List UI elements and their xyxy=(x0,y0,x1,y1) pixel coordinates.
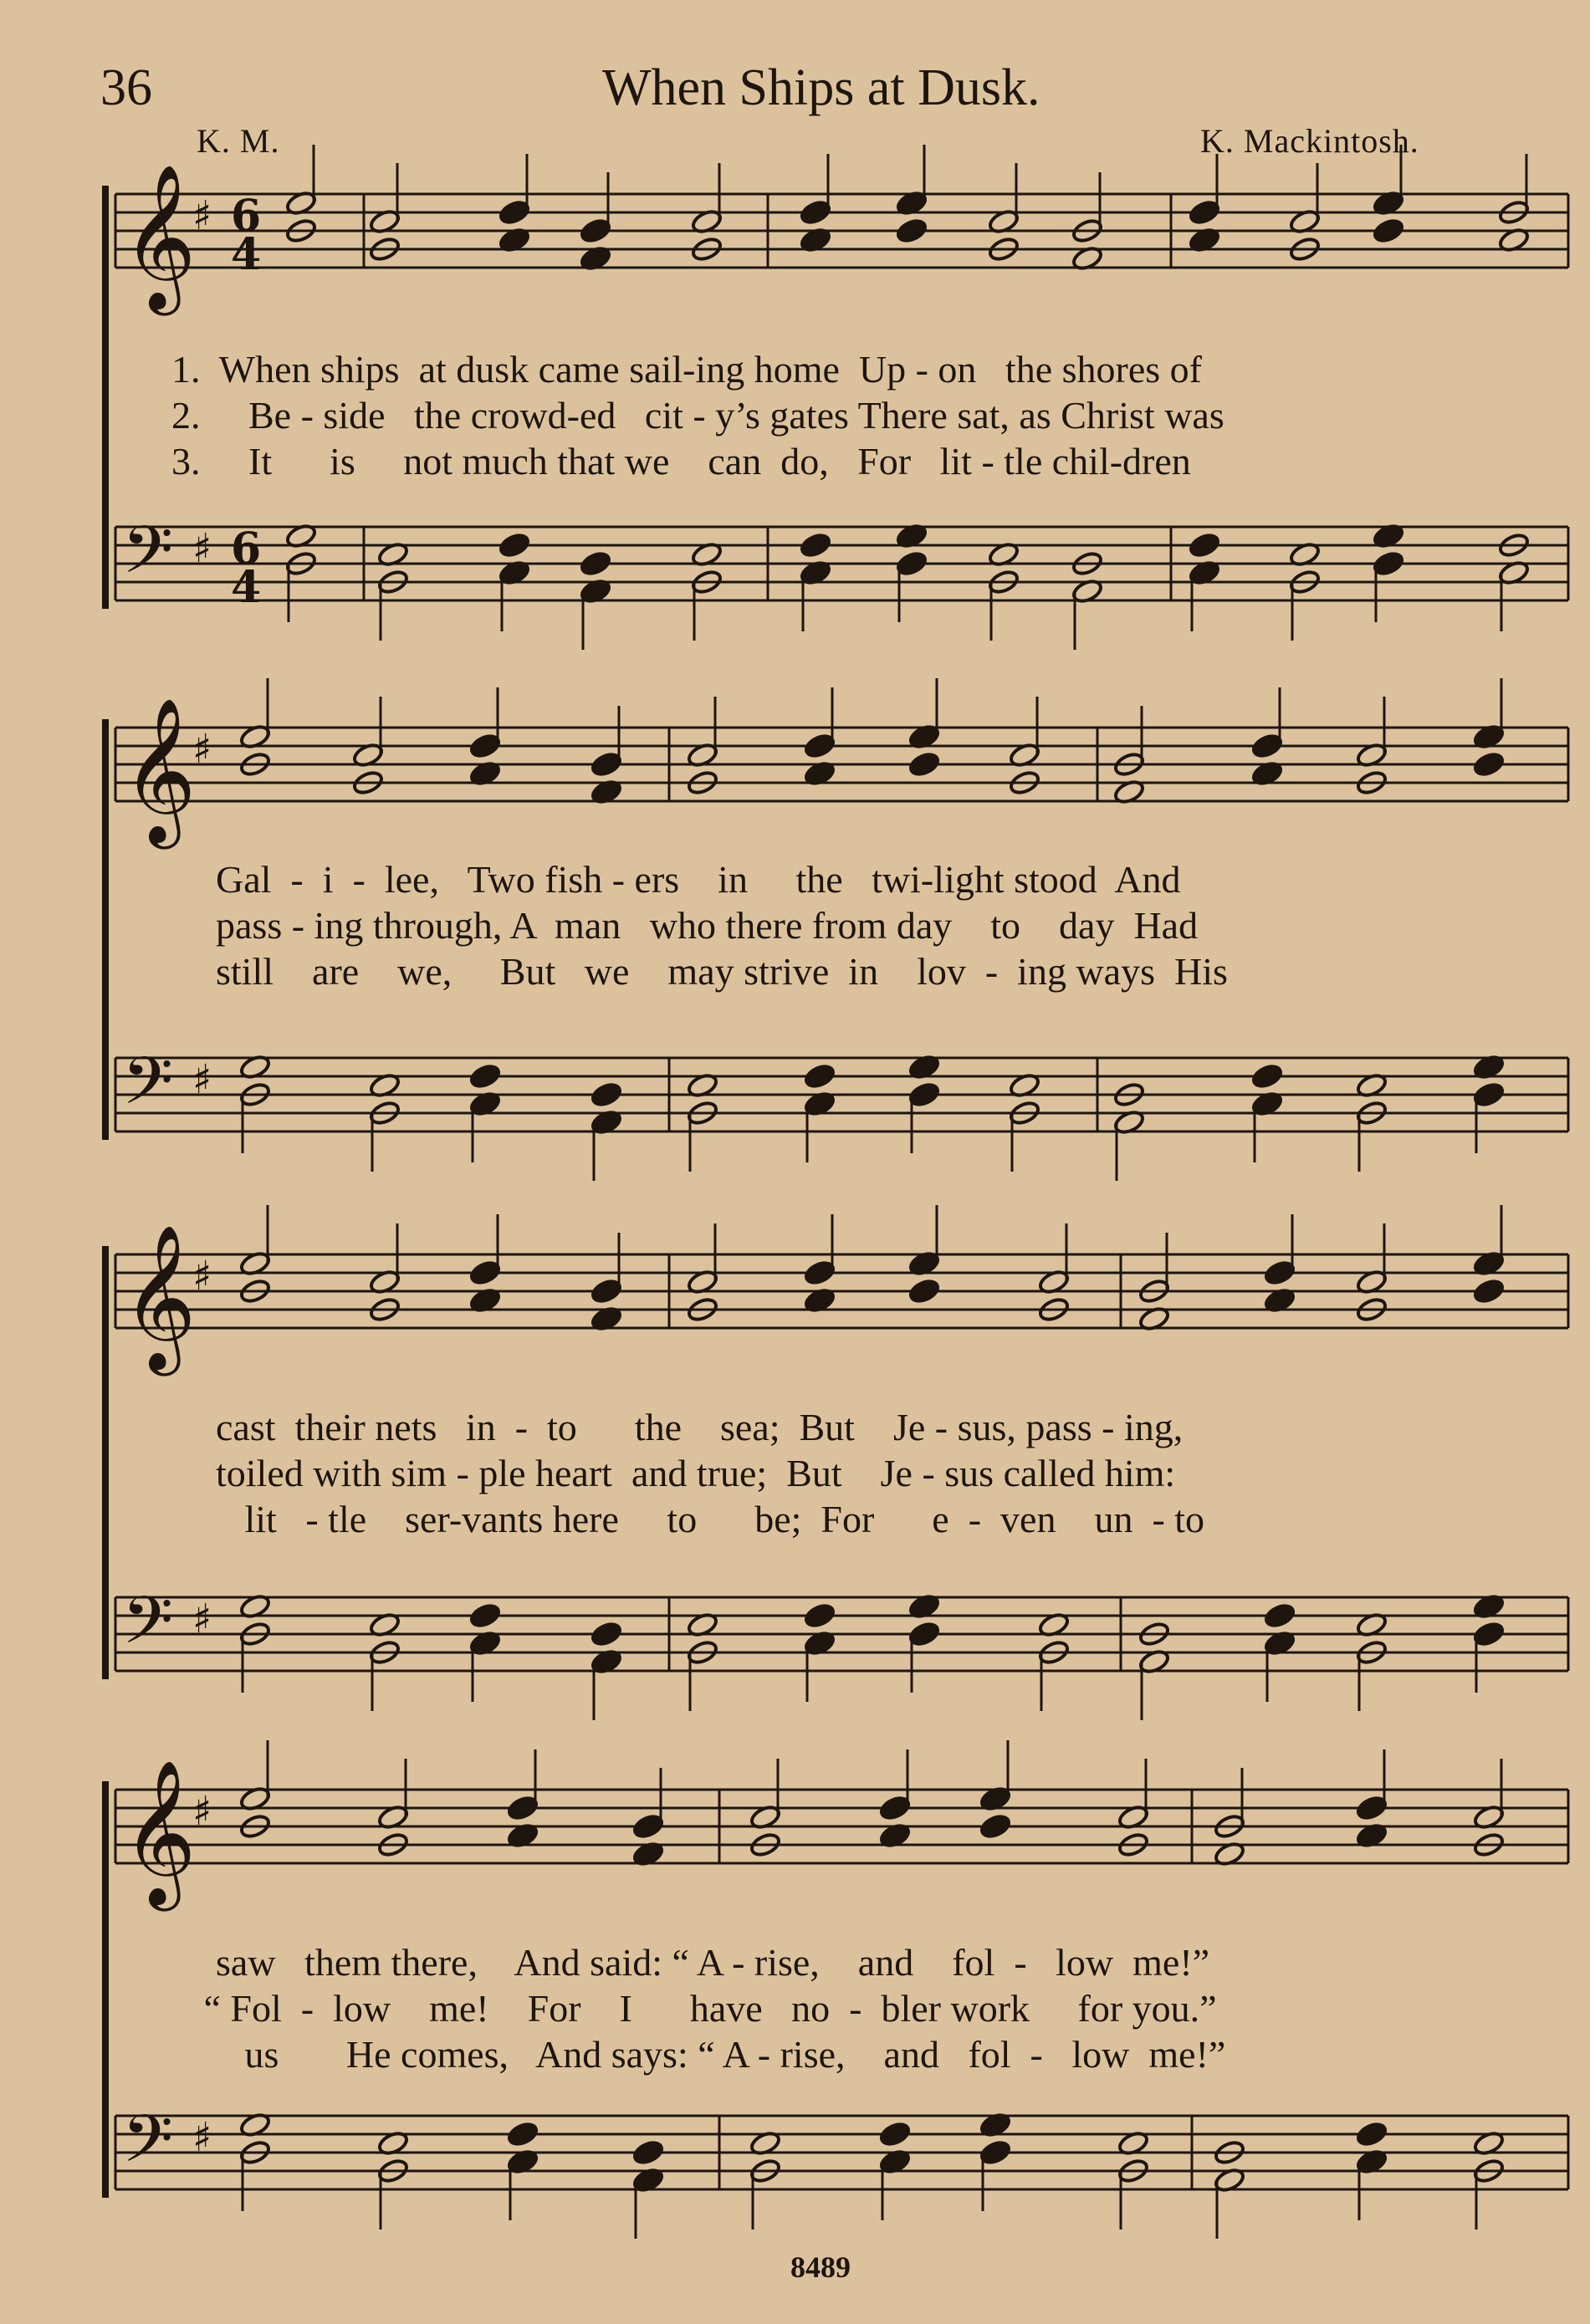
page-number: 36 xyxy=(100,59,152,116)
key-signature-sharp: ♯ xyxy=(192,1596,212,1642)
treble-clef: 𝄞 xyxy=(122,697,197,843)
notehead xyxy=(631,2139,664,2166)
notehead xyxy=(506,2121,539,2148)
key-signature-sharp: ♯ xyxy=(192,525,212,572)
notehead xyxy=(468,1063,501,1090)
lyric-line: Gal - i - lee, Two fish - ers in the twi-light stood And xyxy=(216,858,1181,901)
key-signature-sharp: ♯ xyxy=(192,1253,212,1300)
words-by: K. M. xyxy=(197,122,280,160)
notehead xyxy=(1372,217,1404,244)
lyric-line: 1. When ships at dusk came sail-ing home Up - on the shores of xyxy=(171,348,1202,391)
bass-clef: 𝄢 xyxy=(122,2102,174,2194)
notehead xyxy=(907,751,940,778)
treble-clef: 𝄞 xyxy=(122,164,197,309)
notehead xyxy=(878,2121,911,2148)
music-by: K. Mackintosh. xyxy=(1200,122,1419,160)
key-signature-sharp: ♯ xyxy=(192,1056,212,1103)
lyric-line: “ Fol - low me! For I have no - bler work for you.” xyxy=(194,1987,1217,2030)
bass-clef: 𝄢 xyxy=(122,1044,174,1136)
notehead xyxy=(895,217,928,244)
notehead xyxy=(979,1813,1011,1840)
bass-clef: 𝄢 xyxy=(122,513,174,605)
lyric-line: saw them there, And said: “ A - rise, and fol - low me!” xyxy=(216,1941,1210,1984)
notehead xyxy=(1188,532,1220,559)
notehead xyxy=(468,1602,501,1629)
notehead xyxy=(1250,1063,1283,1090)
notehead xyxy=(1472,1278,1505,1305)
notehead xyxy=(1355,2121,1388,2148)
notehead xyxy=(1472,751,1505,778)
hymn-title: When Ships at Dusk. xyxy=(602,59,1040,116)
time-signature-top: 6 xyxy=(231,191,262,242)
plate-number: 8489 xyxy=(790,2250,851,2284)
lyric-line: lit - tle ser-vants here to be; For e - ven un - to xyxy=(216,1498,1205,1540)
lyric-line: still are we, But we may strive in lov - ing ways His xyxy=(216,950,1228,993)
notehead xyxy=(590,1081,622,1108)
notehead xyxy=(579,550,611,577)
key-signature-sharp: ♯ xyxy=(192,192,212,239)
treble-clef: 𝄞 xyxy=(122,1760,197,1905)
key-signature-sharp: ♯ xyxy=(192,726,212,773)
lyric-line: 2. Be - side the crowd-ed cit - y’s gates There sat, as Christ was xyxy=(171,394,1224,437)
lyric-line: cast their nets in - to the sea; But Je - sus, pass - ing, xyxy=(216,1406,1184,1448)
time-signature-bottom: 4 xyxy=(231,562,262,613)
time-signature-bottom: 4 xyxy=(231,229,262,280)
notehead xyxy=(799,532,831,559)
lyric-line: toiled with sim - ple heart and true; But Je - sus called him: xyxy=(216,1452,1176,1494)
notehead xyxy=(1263,1602,1296,1629)
key-signature-sharp: ♯ xyxy=(192,1788,212,1835)
key-signature-sharp: ♯ xyxy=(192,2114,212,2161)
treble-clef: 𝄞 xyxy=(122,1224,197,1370)
notehead xyxy=(803,1063,836,1090)
time-signature-top: 6 xyxy=(231,524,262,575)
bass-clef: 𝄢 xyxy=(122,1583,174,1675)
notehead xyxy=(907,1278,940,1305)
lyric-line: pass - ing through, A man who there from day to day Had xyxy=(216,904,1199,947)
lyric-line: us He comes, And says: “ A - rise, and fol - low me!” xyxy=(216,2033,1226,2076)
lyric-line: 3. It is not much that we can do, For lit - tle chil-dren xyxy=(171,440,1191,483)
notehead xyxy=(590,1621,622,1647)
notehead xyxy=(803,1602,836,1629)
notehead xyxy=(498,532,530,559)
